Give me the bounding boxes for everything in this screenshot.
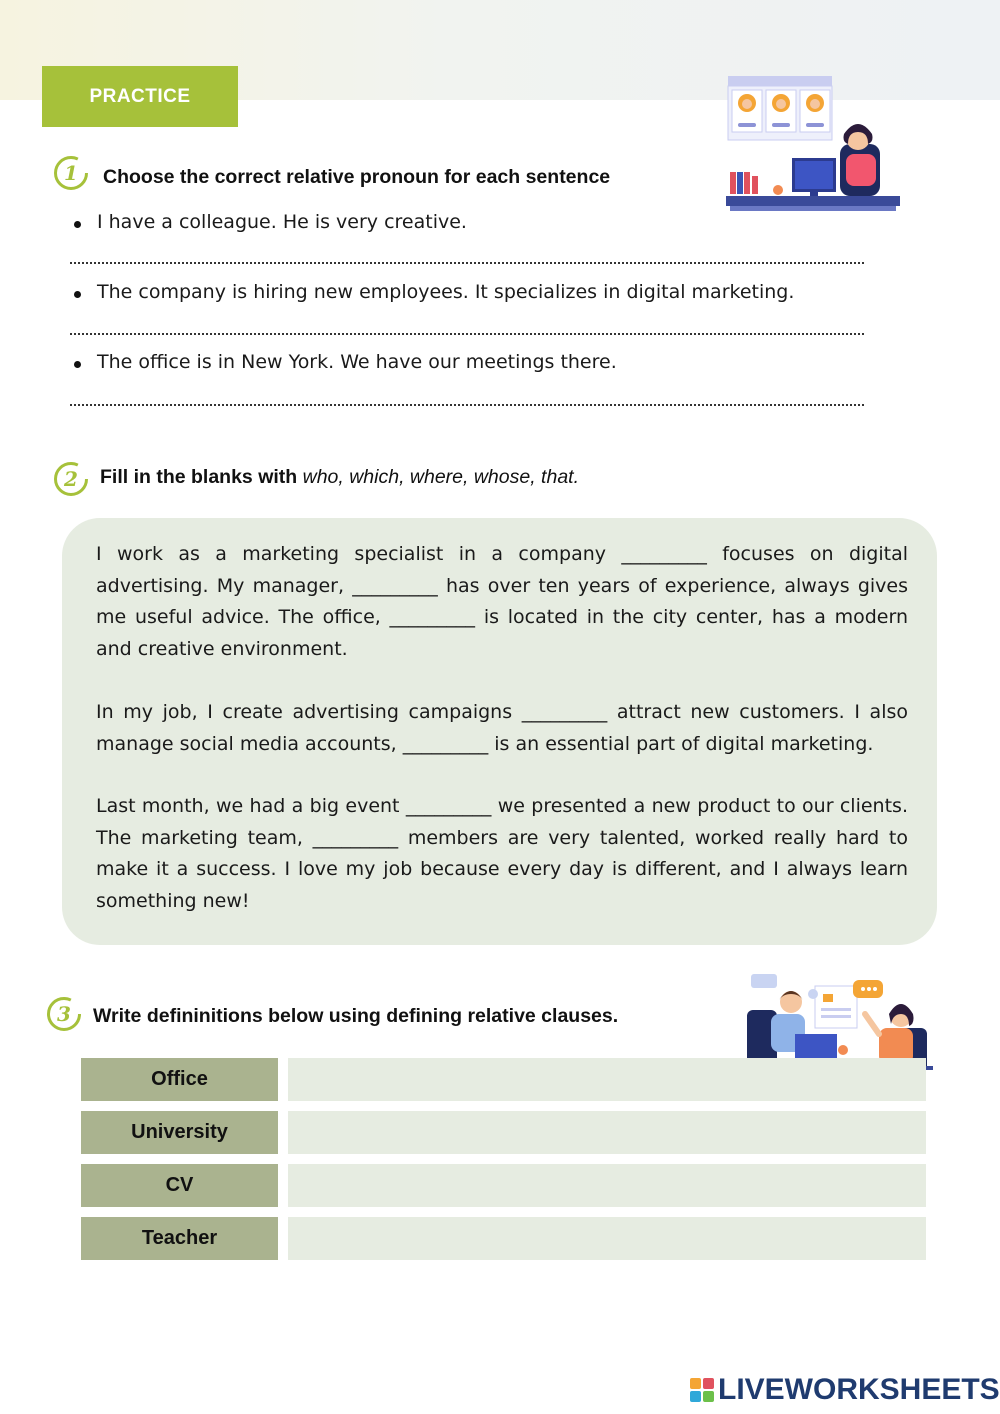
practice-badge: PRACTICE [42,66,238,127]
answer-line-3[interactable] [70,404,864,406]
number-2-label: 2 [64,467,78,491]
number-1-label: 1 [64,161,78,185]
answer-line-2[interactable] [70,333,864,335]
term-label-university: University [81,1111,278,1154]
exercise-2-title [100,466,579,489]
list-item [74,211,467,233]
term-label-cv: CV [81,1164,278,1207]
office-worker-illustration [720,74,905,214]
passage-paragraph-1: I work as a marketing specialist in a company _________ focuses on digital advertising. My manager, _________ has over ten years of experience, always gives me useful advice. The office, _________ is located in the city center, has a modern and creative environment. [96,543,908,660]
definition-field-office[interactable] [288,1058,926,1101]
exercise-3-title: Write defininitions below using defining relative clauses. [93,1005,619,1027]
list-item [74,281,794,303]
logo-mark-icon [690,1378,714,1402]
logo-text: LIVEWORKSHEETS [718,1373,1000,1406]
exercise-1-title: Choose the correct relative pronoun for each sentence [103,166,611,188]
sentence-1: I have a colleague. He is very creative. [97,211,467,233]
definition-field-university[interactable] [288,1111,926,1154]
sentence-2: The company is hiring new employees. It specializes in digital marketing. [97,281,795,303]
answer-line-1[interactable] [70,262,864,264]
term-label-teacher: Teacher [81,1217,278,1260]
term-label-office: Office [81,1058,278,1101]
sentence-3: The office is in New York. We have our meetings there. [97,351,617,373]
exercise-2-title-options: who, which, where, whose, that. [302,466,579,488]
exercise-2-title-text: Fill in the blanks with [100,466,298,488]
definition-field-cv[interactable] [288,1164,926,1207]
list-item [74,351,617,373]
definition-field-teacher[interactable] [288,1217,926,1260]
liveworksheets-logo[interactable] [690,1374,1000,1406]
number-2-icon [53,461,89,497]
passage-paragraph-2: In my job, I create advertising campaigns _________ attract new customers. I also manage social media accounts, _________ is an essential part of digital marketing. [96,701,908,755]
passage-paragraph-3: Last month, we had a big event _________ we presented a new product to our clients. The marketing team, _________ members are very talented, worked really hard to make it a success. I love my job because every day is different, and I always learn something new! [96,795,908,912]
number-3-label: 3 [57,1002,71,1026]
number-3-icon [46,996,82,1032]
number-1-icon [53,155,89,191]
